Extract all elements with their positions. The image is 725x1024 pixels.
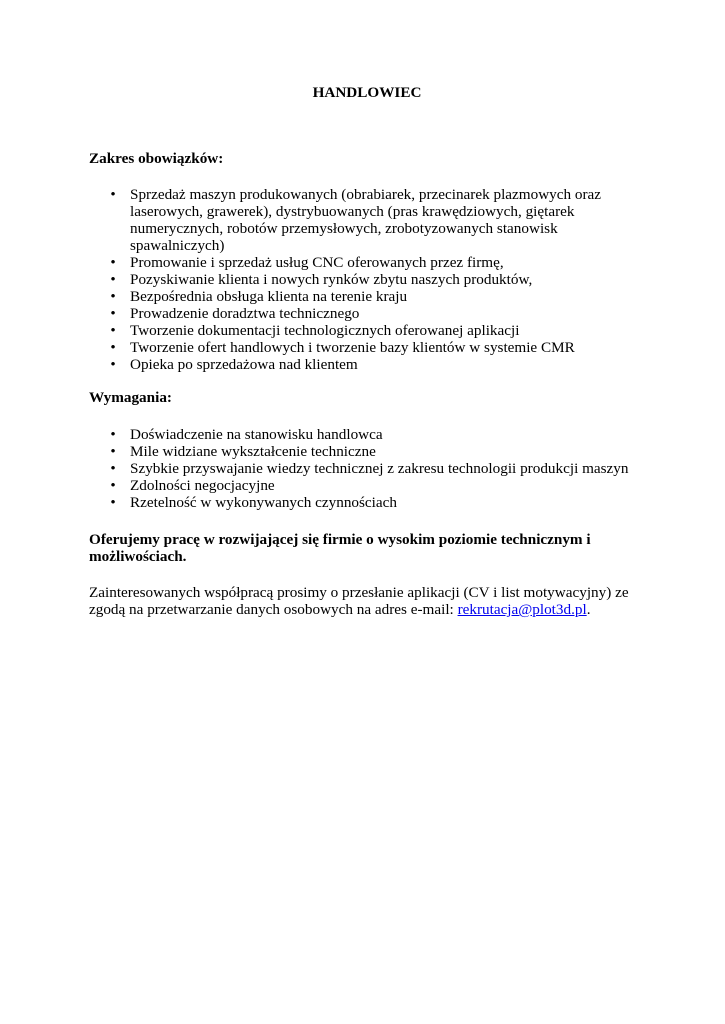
bullet-icon: • (110, 426, 116, 443)
list-item (89, 305, 645, 322)
requirement-text: Szybkie przyswajanie wiedzy technicznej z zakresu technologii produkcji maszyn (130, 460, 629, 477)
bullet-icon: • (110, 305, 116, 322)
bullet-icon: • (110, 322, 116, 339)
duty-text: Tworzenie dokumentacji technologicznych oferowanej aplikacji (130, 322, 520, 339)
bullet-icon: • (110, 356, 116, 373)
requirements-list (89, 426, 645, 511)
requirement-text: Rzetelność w wykonywanych czynnościach (130, 494, 397, 511)
bullet-icon: • (110, 271, 116, 288)
duty-text: Pozyskiwanie klienta i nowych rynków zbytu naszych produktów, (130, 271, 533, 288)
bullet-icon: • (110, 477, 116, 494)
list-item (89, 288, 645, 305)
offer-paragraph: Oferujemy pracę w rozwijającej się firmie o wysokim poziomie technicznym i możliwościach. (89, 531, 591, 565)
list-item (89, 186, 645, 254)
list-item (89, 443, 645, 460)
contact-paragraph (89, 584, 645, 618)
duty-text: Prowadzenie doradztwa technicznego (130, 305, 360, 322)
duty-text: Promowanie i sprzedaż usług CNC oferowanych przez firmę, (130, 254, 504, 271)
requirement-text: Mile widziane wykształcenie techniczne (130, 443, 376, 460)
list-item (89, 356, 645, 373)
requirement-text: Doświadczenie na stanowisku handlowca (130, 426, 383, 443)
document-page (89, 84, 645, 618)
duties-heading: Zakres obowiązków: (89, 150, 224, 167)
list-item (89, 339, 645, 356)
bullet-icon: • (110, 186, 116, 203)
duty-text: Opieka po sprzedażowa nad klientem (130, 356, 358, 373)
list-item (89, 254, 645, 271)
list-item (89, 460, 645, 477)
requirements-heading: Wymagania: (89, 389, 172, 406)
bullet-icon: • (110, 288, 116, 305)
bullet-icon: • (110, 443, 116, 460)
list-item (89, 477, 645, 494)
duty-text: Sprzedaż maszyn produkowanych (obrabiarek, przecinarek plazmowych oraz laserowych, grawerek), dystrybuowanych (pras krawędziowych, giętarek numerycznych, robotów przemysłowych, zrobotyzowanych stanowisk spawalniczych) (130, 186, 602, 254)
list-item (89, 322, 645, 339)
list-item (89, 494, 645, 511)
bullet-icon: • (110, 254, 116, 271)
list-item (89, 426, 645, 443)
list-item (89, 271, 645, 288)
requirement-text: Zdolności negocjacyjne (130, 477, 275, 494)
duty-text: Bezpośrednia obsługa klienta na terenie kraju (130, 288, 408, 305)
duty-text: Tworzenie ofert handlowych i tworzenie bazy klientów w systemie CMR (130, 339, 575, 356)
email-link[interactable]: rekrutacja@plot3d.pl (457, 601, 587, 618)
bullet-icon: • (110, 339, 116, 356)
contact-suffix: . (586, 601, 591, 618)
bullet-icon: • (110, 494, 116, 511)
duties-list (89, 186, 645, 373)
bullet-icon: • (110, 460, 116, 477)
contact-text: Zainteresowanych współpracą prosimy o przesłanie aplikacji (CV i list motywacyjny) ze zgodą na przetwarzanie danych osobowych na adres e-mail: (89, 584, 629, 618)
document-title: HANDLOWIEC (312, 84, 422, 101)
